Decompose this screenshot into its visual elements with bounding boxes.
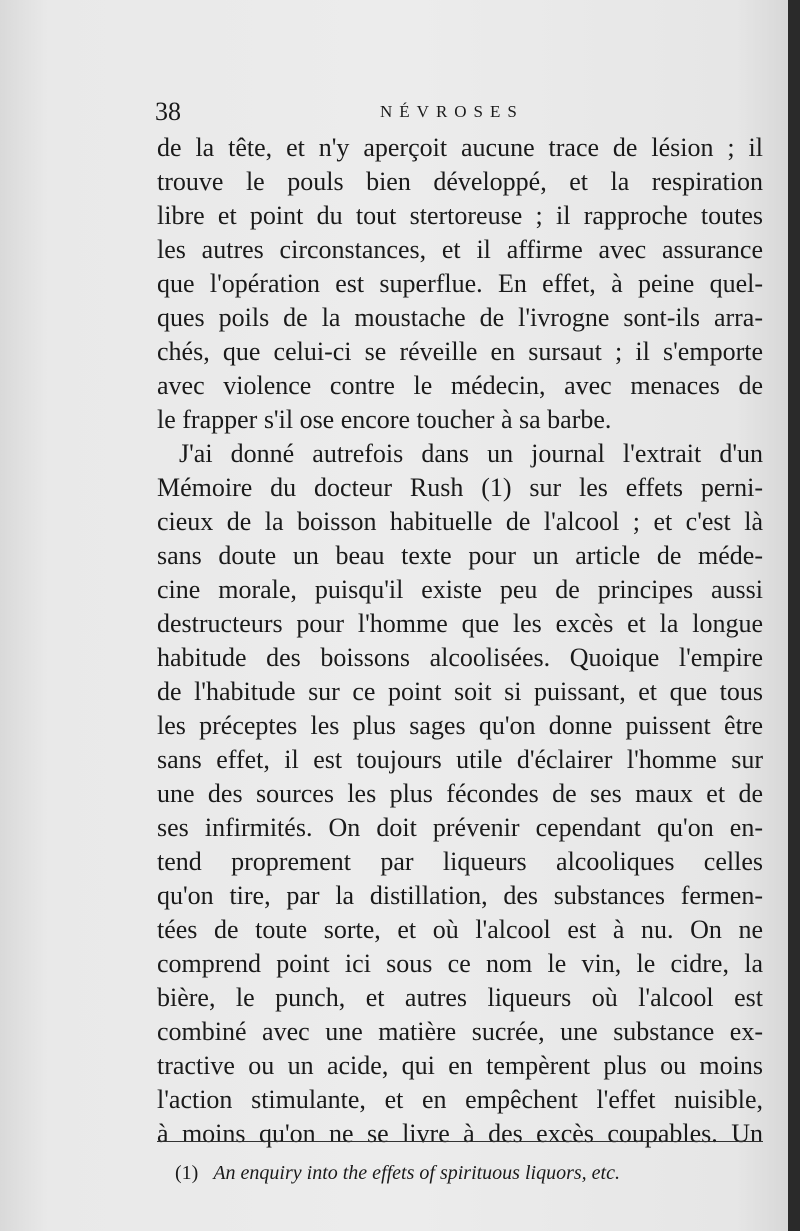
- text-line: ques poils de la moustache de l'ivrogne sont-ils arra-: [157, 303, 763, 332]
- footnote-rule: [157, 1141, 763, 1142]
- text-line: combiné avec une matière sucrée, une substance ex-: [157, 1017, 763, 1046]
- footnote-text: An enquiry into the effets of spirituous liquors, etc.: [213, 1162, 620, 1184]
- running-head: [155, 97, 765, 127]
- text-line: sans doute un beau texte pour un article de méde-: [157, 541, 763, 570]
- text-line: qu'on tire, par la distillation, des substances fermen-: [157, 881, 763, 910]
- footnote-marker: (1): [175, 1162, 199, 1184]
- running-title: NÉVROSES: [380, 102, 524, 121]
- text-line: libre et point du tout stertoreuse ; il rapproche toutes: [157, 201, 763, 230]
- text-line: chés, que celui-ci se réveille en sursaut ; il s'emporte: [157, 337, 763, 366]
- page-edge-shadow: [788, 0, 800, 1231]
- text-line: trouve le pouls bien développé, et la respiration: [157, 167, 763, 196]
- text-line: à moins qu'on ne se livre à des excès coupables. Un: [157, 1119, 763, 1148]
- text-line: les préceptes les plus sages qu'on donne puissent être: [157, 711, 763, 740]
- text-line: avec violence contre le médecin, avec menaces de: [157, 371, 763, 400]
- text-line: tées de toute sorte, et où l'alcool est à nu. On ne: [157, 915, 763, 944]
- text-line: tend proprement par liqueurs alcooliques celles: [157, 847, 763, 876]
- text-line: Mémoire du docteur Rush (1) sur les effets perni-: [157, 473, 763, 502]
- text-line: de la tête, et n'y aperçoit aucune trace de lésion ; il: [157, 133, 763, 162]
- footnote: [175, 1160, 620, 1186]
- text-line: cieux de la boisson habituelle de l'alcool ; et c'est là: [157, 507, 763, 536]
- text-line: les autres circonstances, et il affirme avec assurance: [157, 235, 763, 264]
- text-line: habitude des boissons alcoolisées. Quoique l'empire: [157, 643, 763, 672]
- paragraph-end-line: le frapper s'il ose encore toucher à sa barbe.: [157, 405, 612, 434]
- text-line: destructeurs pour l'homme que les excès et la longue: [157, 609, 763, 638]
- paragraph-start-line: J'ai donné autrefois dans un journal l'extrait d'un: [179, 439, 763, 468]
- text-line: bière, le punch, et autres liqueurs où l'alcool est: [157, 983, 763, 1012]
- body-text: [157, 131, 763, 1151]
- text-line: comprend point ici sous ce nom le vin, le cidre, la: [157, 949, 763, 978]
- text-line: cine morale, puisqu'il existe peu de principes aussi: [157, 575, 763, 604]
- text-line: ses infirmités. On doit prévenir cependant qu'on en-: [157, 813, 763, 842]
- text-line: que l'opération est superflue. En effet, à peine quel-: [157, 269, 763, 298]
- text-line: tractive ou un acide, qui en tempèrent plus ou moins: [157, 1051, 763, 1080]
- text-line: l'action stimulante, et en empêchent l'effet nuisible,: [157, 1085, 763, 1114]
- page-number: 38: [155, 97, 181, 126]
- text-line: sans effet, il est toujours utile d'éclairer l'homme sur: [157, 745, 763, 774]
- text-line: de l'habitude sur ce point soit si puissant, et que tous: [157, 677, 763, 706]
- text-line: une des sources les plus fécondes de ses maux et de: [157, 779, 763, 808]
